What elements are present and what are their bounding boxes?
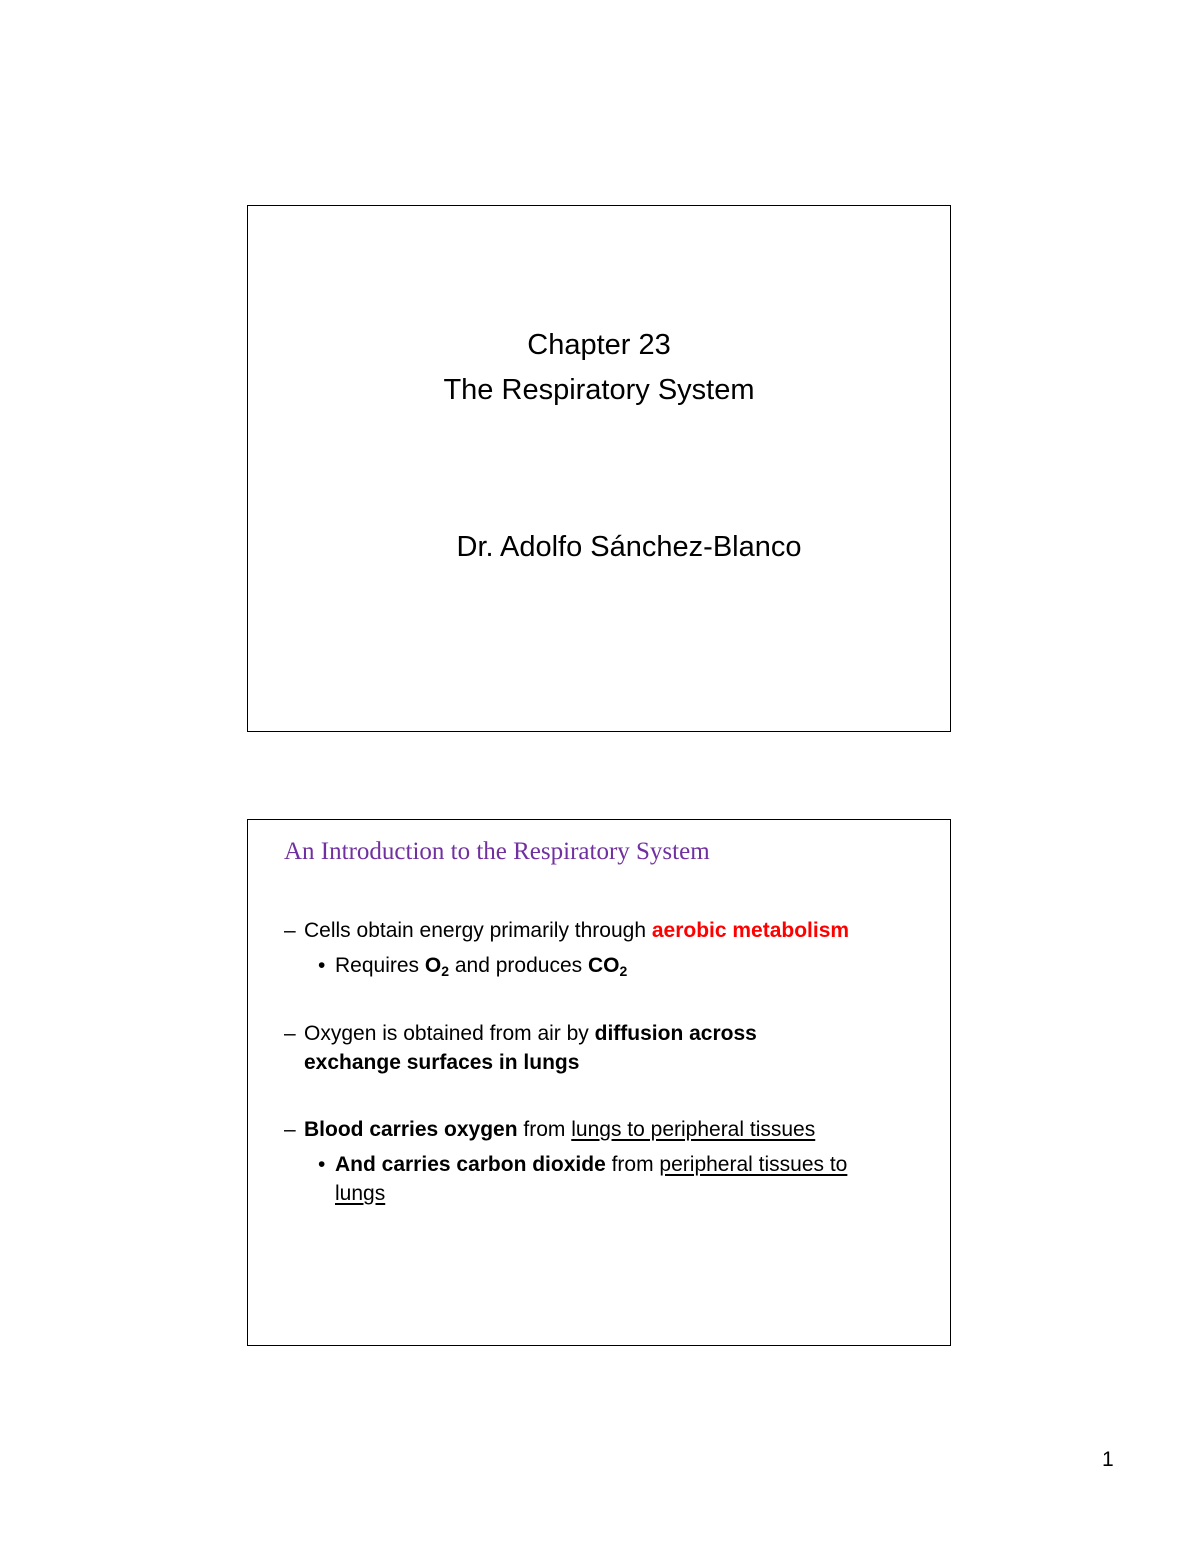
bullet-diffusion-continued: exchange surfaces in lungs [304,1051,580,1074]
dash-marker: – [284,919,296,942]
bullet-aerobic [284,916,849,945]
oxygen-subscript: 2 [441,963,450,979]
oxygen-formula: O [424,954,442,977]
slide-introduction [247,819,951,1346]
author-name: Dr. Adolfo Sánchez-Blanco [456,531,802,563]
bullet-blood [284,1115,815,1144]
subbullet-co2 [318,1150,847,1179]
chapter-title: The Respiratory System [443,374,755,406]
subbullet-gases [318,951,627,980]
subbullet-text: and produces [449,954,588,977]
highlight-text: aerobic metabolism [651,919,850,942]
underlined-text: peripheral tissues to [659,1153,848,1176]
dash-marker: – [284,1022,296,1045]
bullet-marker: • [318,954,326,977]
subbullet-text: from [605,1153,660,1176]
bold-text: And carries carbon dioxide [335,1153,606,1176]
bullet-text: from [517,1118,572,1141]
bullet-marker: • [318,1153,326,1176]
bold-text: diffusion across [594,1022,757,1045]
dash-marker: – [284,1118,296,1141]
co2-subscript: 2 [619,963,628,979]
co2-formula: CO [587,954,620,977]
underlined-text: lungs [335,1182,386,1205]
subbullet-text: Requires [335,954,425,977]
bullet-text: Cells obtain energy primarily through [304,919,652,942]
slide-title [247,205,951,732]
slide-heading: An Introduction to the Respiratory System [284,838,710,865]
bold-text: Blood carries oxygen [304,1118,518,1141]
subbullet-co2-continued [335,1179,385,1208]
bullet-diffusion [284,1019,757,1048]
page-number: 1 [1102,1448,1114,1471]
underlined-text: lungs to peripheral tissues [571,1118,816,1141]
chapter-heading: Chapter 23 [527,329,671,361]
bullet-text: Oxygen is obtained from air by [304,1022,595,1045]
